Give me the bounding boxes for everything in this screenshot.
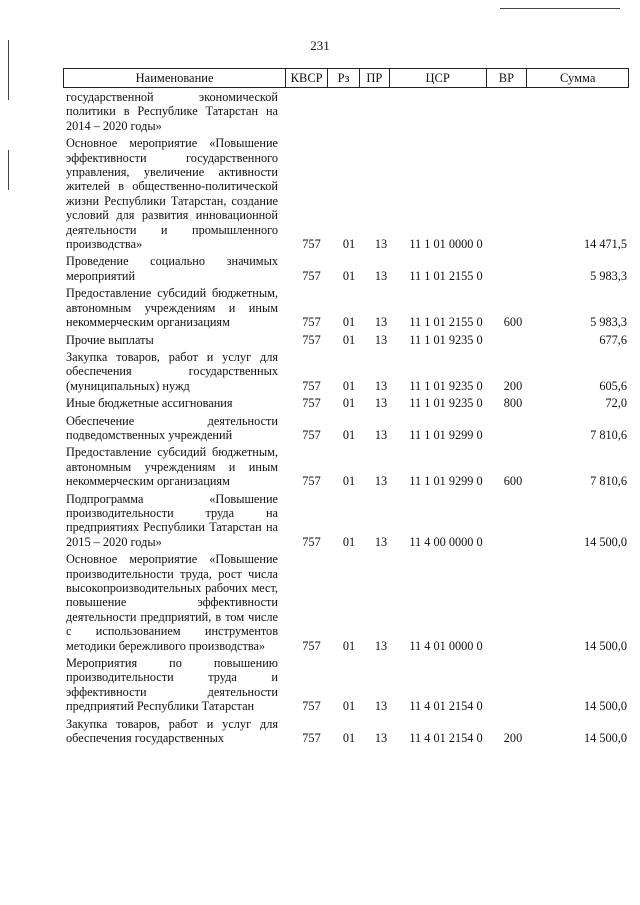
cell-rz: 01 — [342, 237, 356, 252]
table-row — [66, 136, 628, 251]
cell-kvsr: 757 — [302, 268, 321, 283]
cell-sum: 72,0 — [605, 396, 627, 411]
row-name: Закупка товаров, работ и услуг для обеспечения государственных — [66, 716, 278, 746]
cell-sum: 5 983,3 — [590, 268, 627, 283]
row-name: Предоставление субсидий бюджетным, автономным учреждениям и иным некоммерческим организациям — [66, 445, 278, 489]
table-row — [66, 445, 628, 488]
page-number: 231 — [310, 38, 330, 53]
cell-kvsr: 757 — [302, 534, 321, 549]
cell-vr — [495, 333, 531, 347]
row-name: Проведение социально значимых мероприятий — [66, 254, 278, 283]
cell-vr: 600 — [503, 474, 523, 489]
cell-vr: 200 — [503, 731, 523, 746]
cell-vr: 200 — [503, 378, 523, 393]
table-row — [66, 333, 628, 347]
cell-vr — [495, 428, 531, 442]
row-name: Мероприятия по повышению производительности труда и эффективности деятельности предприятий Республики Татарстан — [66, 656, 278, 714]
row-values — [278, 269, 627, 283]
table-row — [66, 350, 628, 393]
cell-rz: 01 — [342, 699, 356, 714]
cell-vr: 600 — [503, 315, 523, 330]
cell-rz: 01 — [342, 731, 356, 746]
row-values — [278, 731, 627, 745]
row-name: Иные бюджетные ассигнования — [66, 396, 233, 411]
cell-csr: 11 1 01 9299 0 — [409, 474, 483, 489]
row-name: Основное мероприятие «Повышение производительности труда, рост числа высокопроизводительных рабочих мест, повышение эффективности деятельности предприятий, в том числе с использованием инструментов методики бережливого производства» — [66, 552, 278, 653]
cell-sum: 5 983,3 — [590, 315, 627, 330]
table-row — [66, 396, 628, 410]
cell-csr: 11 1 01 9235 0 — [409, 378, 483, 393]
cell-kvsr: 757 — [302, 332, 321, 347]
row-values — [278, 315, 627, 329]
cell-vr — [495, 237, 531, 251]
row-name: Предоставление субсидий бюджетным, автономным учреждениям и иным некоммерческим организациям — [66, 286, 278, 330]
cell-csr: 11 1 01 9299 0 — [409, 427, 483, 442]
cell-pr: 13 — [374, 427, 388, 442]
table-body — [66, 90, 628, 748]
cell-pr: 13 — [374, 378, 388, 393]
cell-vr — [495, 269, 531, 283]
cell-pr: 13 — [374, 268, 388, 283]
cell-rz: 01 — [342, 534, 356, 549]
cell-sum: 14 471,5 — [583, 237, 627, 252]
cell-rz: 01 — [342, 396, 356, 411]
cell-kvsr: 757 — [302, 638, 321, 653]
table-header — [63, 68, 629, 88]
cell-sum: 14 500,0 — [583, 699, 627, 714]
cell-vr — [495, 639, 531, 653]
table-row — [66, 717, 628, 746]
cell-sum: 14 500,0 — [583, 638, 627, 653]
cell-csr: 11 1 01 0000 0 — [409, 237, 483, 252]
row-name: Закупка товаров, работ и услуг для обеспечения государственных (муниципальных) нужд — [66, 349, 278, 393]
cell-sum: 677,6 — [599, 332, 627, 347]
cell-kvsr: 757 — [302, 699, 321, 714]
cell-rz: 01 — [342, 427, 356, 442]
cell-sum: 14 500,0 — [583, 534, 627, 549]
row-values — [278, 396, 627, 410]
row-values — [278, 535, 627, 549]
table-row — [66, 90, 628, 133]
table-row — [66, 254, 628, 283]
header-name: Наименование — [135, 70, 214, 85]
cell-pr: 13 — [374, 474, 388, 489]
cell-vr: 800 — [503, 396, 523, 411]
cell-csr: 11 1 01 9235 0 — [409, 396, 483, 411]
scan-edge-mark — [500, 8, 620, 9]
table-row — [66, 656, 628, 714]
cell-pr: 13 — [374, 731, 388, 746]
cell-rz: 01 — [342, 315, 356, 330]
cell-csr: 11 4 01 0000 0 — [409, 638, 483, 653]
row-name: Основное мероприятие «Повышение эффективности государственного управления, увеличение активности жителей в общественно-политической жизни Республики Татарстан, создание условий для развития инновационной деятельности и промышленного производства» — [66, 136, 278, 252]
row-values — [278, 379, 627, 393]
header-kvsr: КВСР — [285, 69, 327, 87]
cell-pr: 13 — [374, 534, 388, 549]
cell-csr: 11 1 01 9235 0 — [409, 332, 483, 347]
row-values — [278, 237, 627, 251]
cell-csr: 11 4 00 0000 0 — [409, 534, 483, 549]
cell-pr: 13 — [374, 332, 388, 347]
cell-csr: 11 1 01 2155 0 — [409, 268, 483, 283]
cell-sum: 7 810,6 — [590, 427, 627, 442]
cell-rz: 01 — [342, 474, 356, 489]
row-name: государственной экономической политики в Республике Татарстан на 2014 – 2020 годы» — [66, 90, 278, 133]
cell-kvsr: 757 — [302, 474, 321, 489]
row-name: Подпрограмма «Повышение производительности труда на предприятиях Республики Татарстан на 2015 – 2020 годы» — [66, 491, 278, 549]
row-name: Обеспечение деятельности подведомственных учреждений — [66, 413, 278, 442]
cell-rz: 01 — [342, 332, 356, 347]
row-values — [278, 333, 627, 347]
header-csr: ЦСР — [389, 69, 486, 87]
cell-pr: 13 — [374, 237, 388, 252]
cell-kvsr: 757 — [302, 396, 321, 411]
header-vr: ВР — [486, 69, 527, 87]
scan-edge-mark — [8, 150, 9, 190]
table-row — [66, 286, 628, 329]
table-row — [66, 552, 628, 653]
cell-pr: 13 — [374, 699, 388, 714]
cell-kvsr: 757 — [302, 427, 321, 442]
cell-kvsr: 757 — [302, 237, 321, 252]
table-row — [66, 414, 628, 443]
cell-pr: 13 — [374, 638, 388, 653]
row-values — [278, 639, 627, 653]
cell-kvsr: 757 — [302, 731, 321, 746]
cell-sum: 14 500,0 — [583, 731, 627, 746]
cell-pr: 13 — [374, 396, 388, 411]
cell-vr — [495, 699, 531, 713]
row-values — [278, 474, 627, 488]
cell-kvsr: 757 — [302, 378, 321, 393]
cell-csr: 11 4 01 2154 0 — [409, 699, 483, 714]
cell-pr: 13 — [374, 315, 388, 330]
row-values — [278, 699, 627, 713]
row-values — [278, 428, 627, 442]
cell-rz: 01 — [342, 638, 356, 653]
cell-rz: 01 — [342, 378, 356, 393]
cell-vr — [495, 535, 531, 549]
header-rz: Рз — [327, 69, 359, 87]
header-sum: Сумма — [526, 69, 628, 87]
cell-kvsr: 757 — [302, 315, 321, 330]
cell-rz: 01 — [342, 268, 356, 283]
row-name: Прочие выплаты — [66, 332, 154, 347]
cell-csr: 11 1 01 2155 0 — [409, 315, 483, 330]
header-pr: ПР — [359, 69, 389, 87]
cell-csr: 11 4 01 2154 0 — [409, 731, 483, 746]
cell-sum: 605,6 — [599, 378, 627, 393]
table-row — [66, 492, 628, 550]
cell-sum: 7 810,6 — [590, 474, 627, 489]
